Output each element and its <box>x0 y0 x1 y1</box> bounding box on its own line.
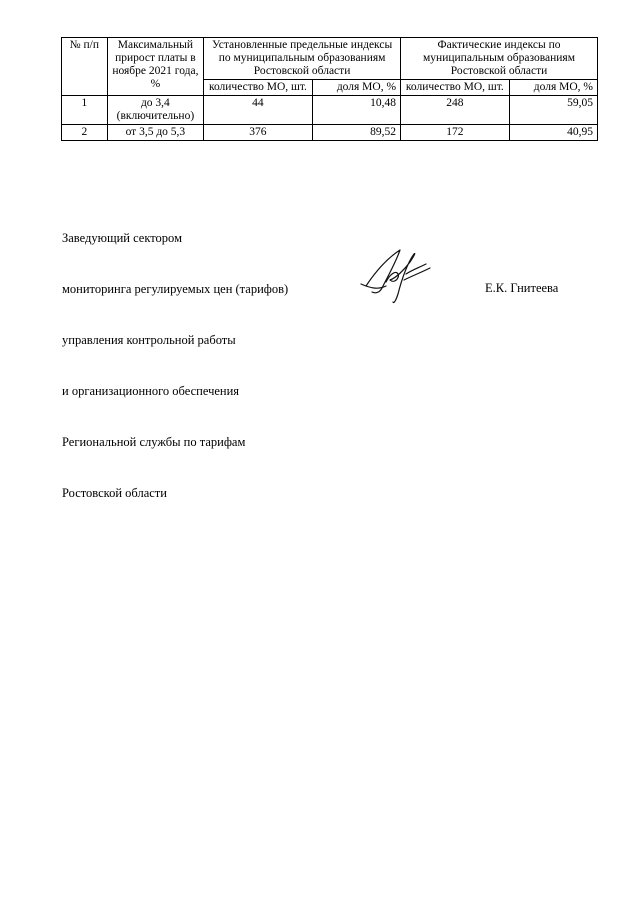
subheader-actual-share: доля МО, % <box>509 80 597 96</box>
position-line: Региональной службы по тарифам <box>62 435 246 449</box>
subheader-actual-count: количество МО, шт. <box>401 80 510 96</box>
row-actual-count: 248 <box>401 96 510 125</box>
signer-name: Е.К. Гнитеева <box>485 281 559 295</box>
header-max-growth: Максимальный прирост платы в ноябре 2021 года, % <box>107 38 203 96</box>
row-actual-share: 40,95 <box>509 125 597 141</box>
row-num: 1 <box>62 96 108 125</box>
table-row <box>62 125 598 141</box>
header-num: № п/п <box>62 38 108 96</box>
position-line: Ростовской области <box>62 486 167 500</box>
row-set-share: 89,52 <box>312 125 400 141</box>
position-line: управления контрольной работы <box>62 333 236 347</box>
row-num: 2 <box>62 125 108 141</box>
row-range: от 3,5 до 5,3 <box>107 125 203 141</box>
header-actual-indices: Фактические индексы по муниципальным образованиям Ростовской области <box>401 38 598 80</box>
subheader-set-share: доля МО, % <box>312 80 400 96</box>
row-set-share: 10,48 <box>312 96 400 125</box>
header-row <box>62 38 598 80</box>
position-line: и организационного обеспечения <box>62 384 240 398</box>
row-actual-count: 172 <box>401 125 510 141</box>
position-line: мониторинга регулируемых цен (тарифов) <box>62 282 289 296</box>
subheader-set-count: количество МО, шт. <box>204 80 313 96</box>
row-set-count: 44 <box>204 96 313 125</box>
handwritten-signature <box>356 244 436 306</box>
indices-table <box>61 37 598 141</box>
header-set-indices: Установленные предельные индексы по муниципальным образованиям Ростовской области <box>204 38 401 80</box>
row-range: до 3,4 (включительно) <box>107 96 203 125</box>
row-actual-share: 59,05 <box>509 96 597 125</box>
position-line: Заведующий сектором <box>62 231 182 245</box>
signatory-position <box>62 196 288 519</box>
table-row <box>62 96 598 125</box>
row-set-count: 376 <box>204 125 313 141</box>
